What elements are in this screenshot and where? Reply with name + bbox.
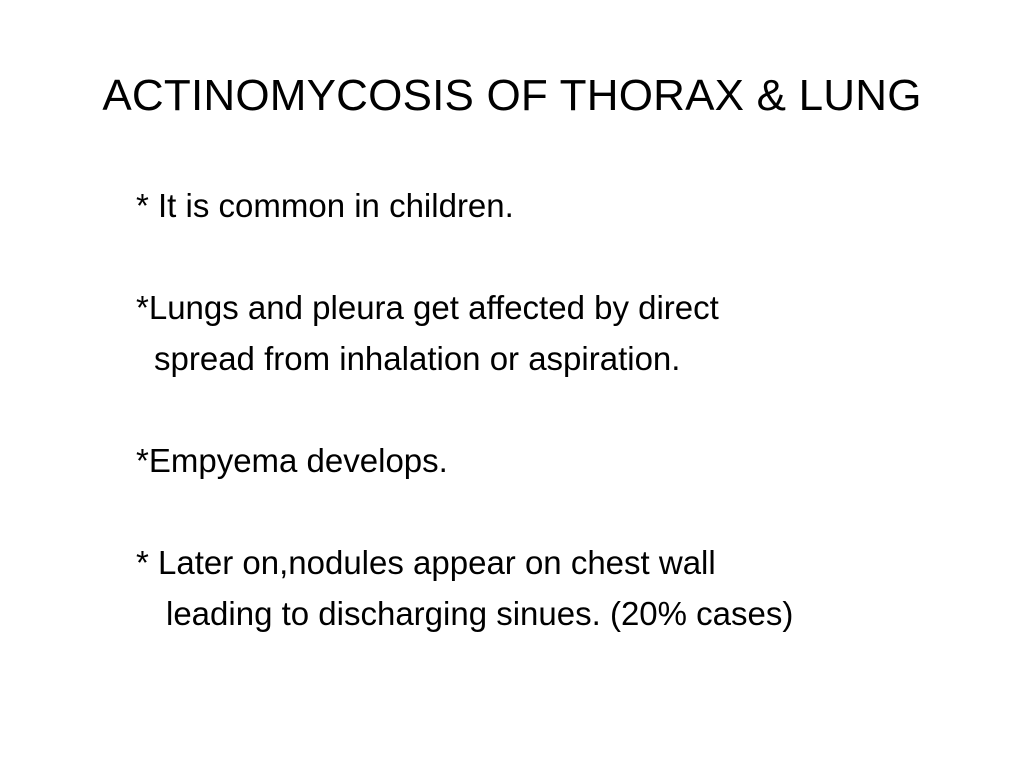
bullet-list (136, 180, 996, 639)
bullet-1-line-1: * It is common in children. (136, 187, 514, 224)
bullet-item-1 (136, 180, 996, 231)
bullet-4-line-1: * Later on,nodules appear on chest wall (136, 544, 716, 581)
slide-title: ACTINOMYCOSIS OF THORAX & LUNG (102, 71, 922, 120)
bullet-4-line-2: leading to discharging sinues. (20% cases) (166, 595, 794, 632)
bullet-spacer (136, 231, 996, 282)
bullet-spacer (136, 384, 996, 435)
bullet-item-3 (136, 435, 996, 486)
bullet-2-line-1: *Lungs and pleura get affected by direct (136, 289, 719, 326)
bullet-3-line-1: *Empyema develops. (136, 442, 448, 479)
bullet-spacer (136, 486, 996, 537)
bullet-2-line-2: spread from inhalation or aspiration. (154, 340, 681, 377)
bullet-item-4 (136, 537, 996, 639)
bullet-item-2 (136, 282, 996, 384)
